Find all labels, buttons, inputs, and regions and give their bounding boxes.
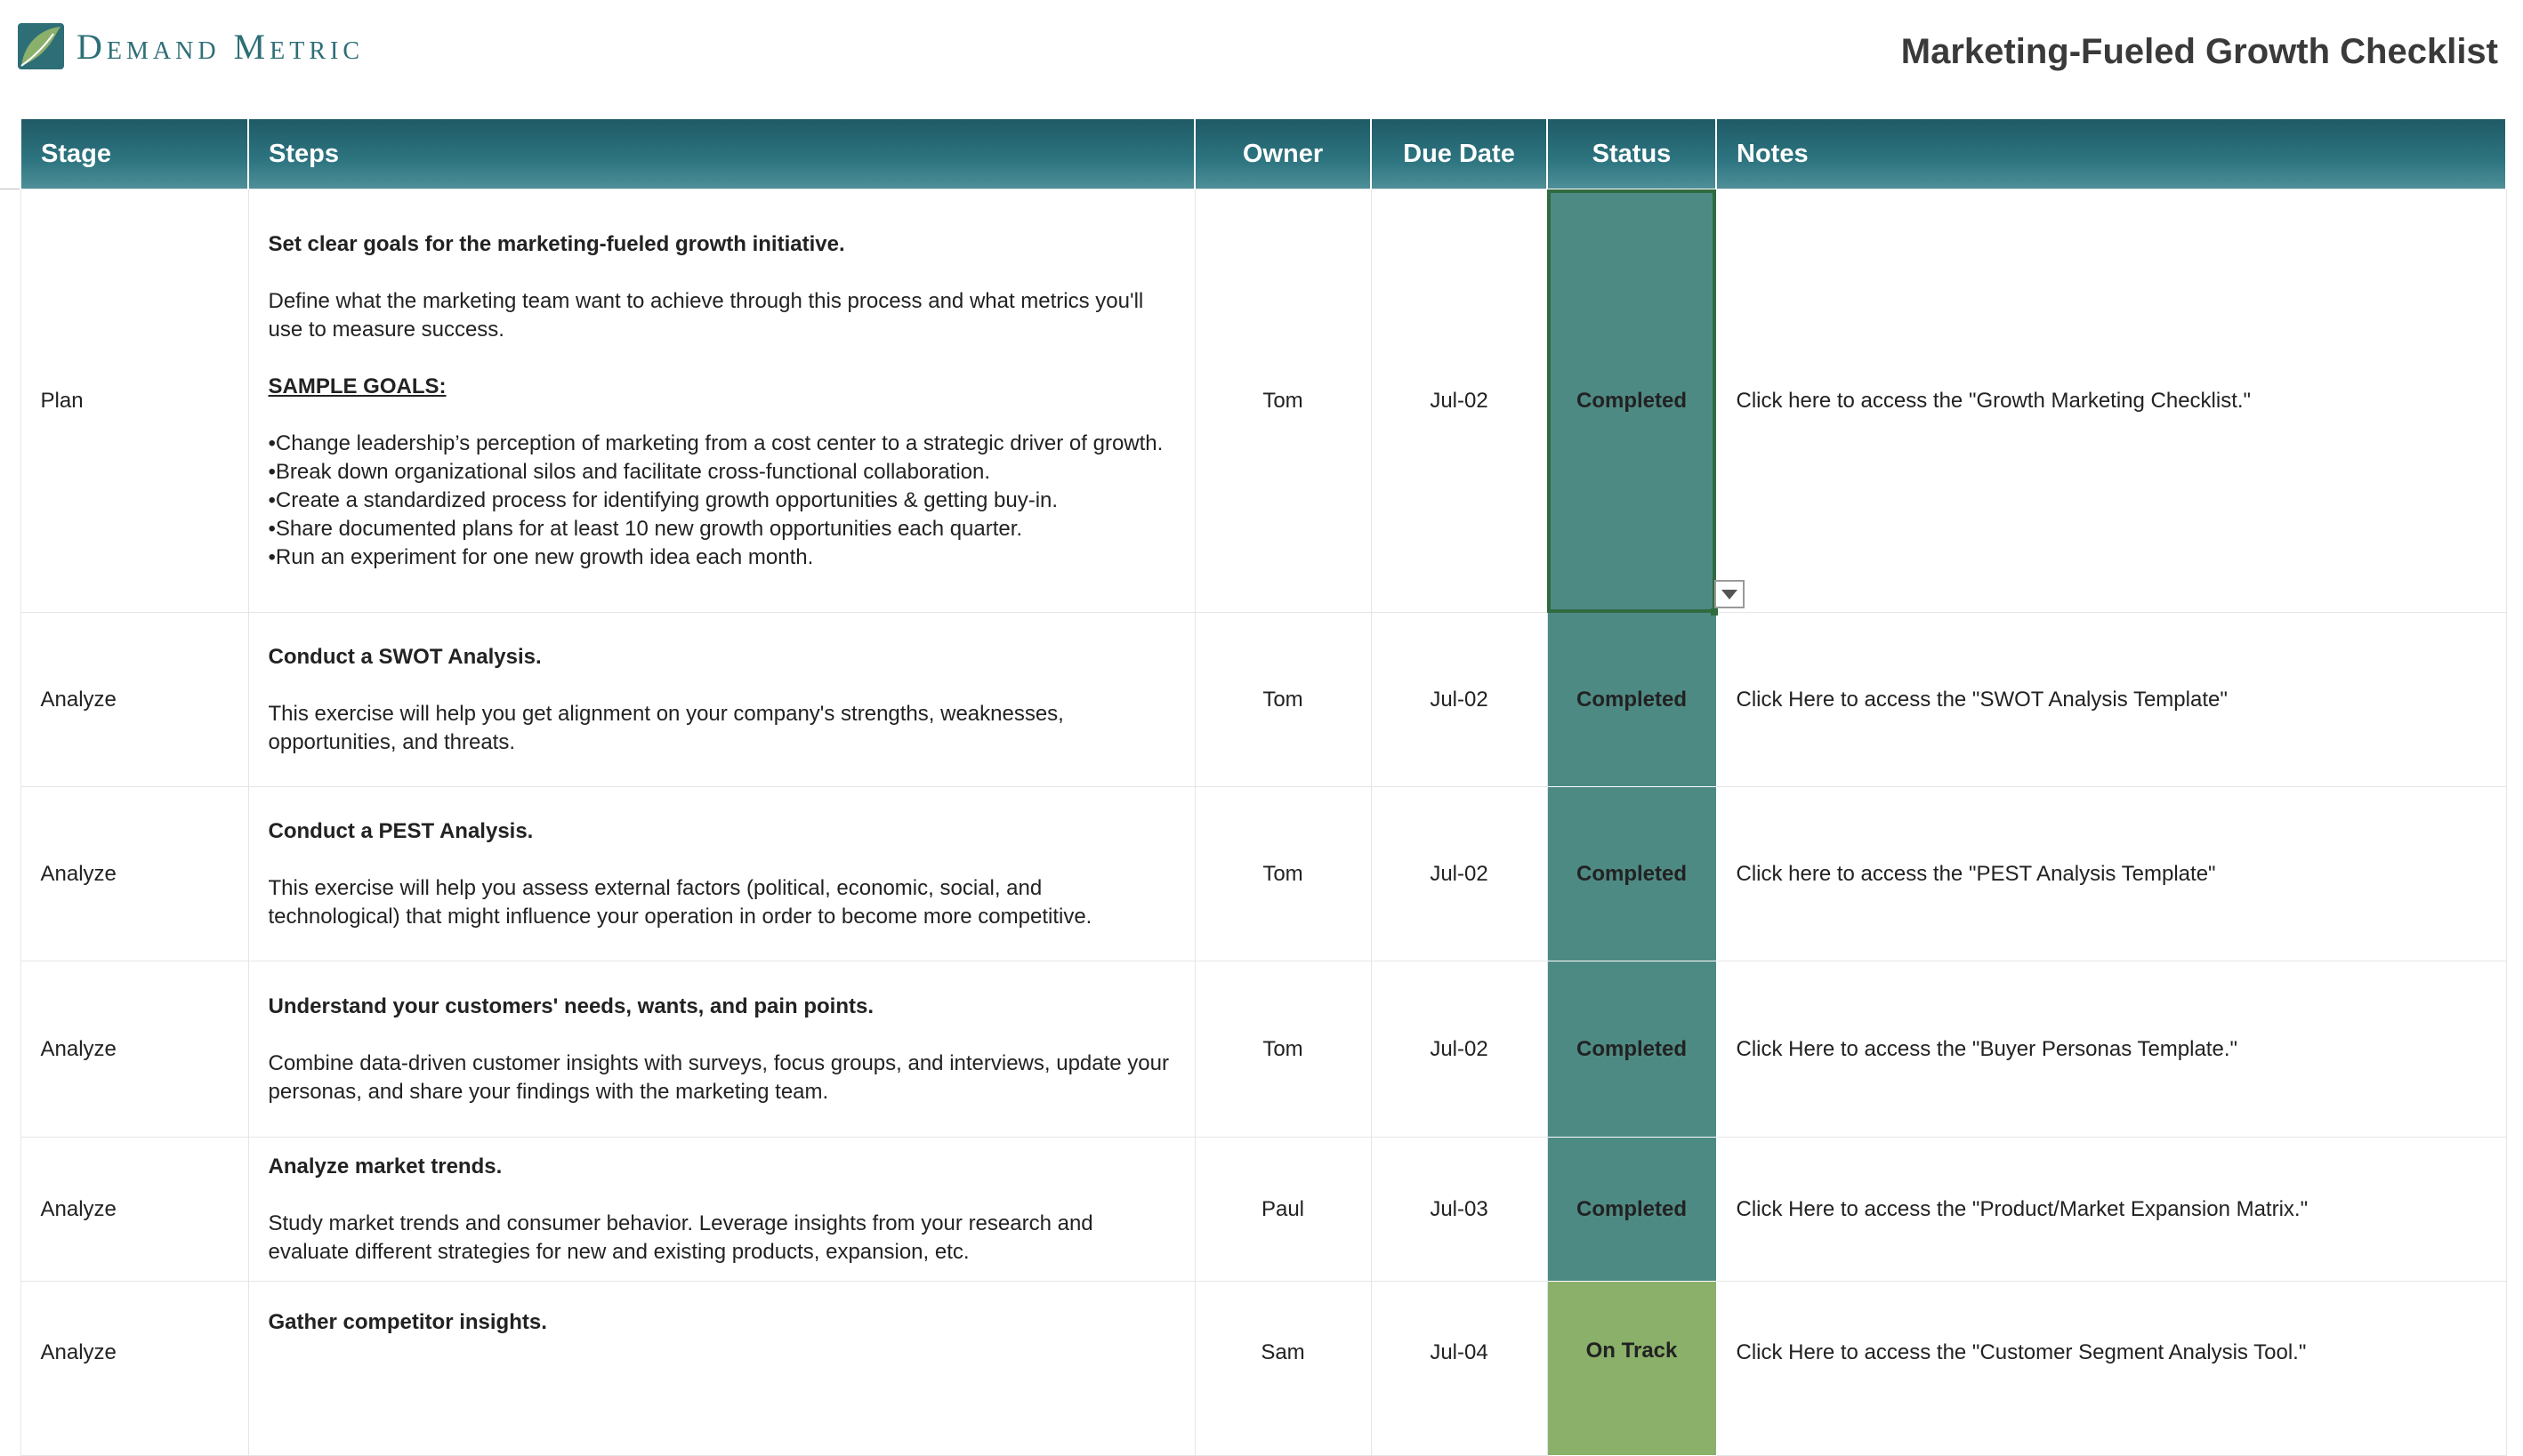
status-cell[interactable]: On Track — [1547, 1282, 1716, 1456]
owner-cell[interactable]: Sam — [1195, 1282, 1371, 1456]
steps-cell[interactable] — [248, 189, 1195, 613]
logo-wordmark: Demand Metric — [77, 26, 364, 67]
due-date-cell[interactable]: Jul-02 — [1371, 961, 1547, 1138]
status-cell[interactable]: Completed — [1547, 961, 1716, 1138]
stage-cell[interactable]: Analyze — [20, 1282, 248, 1456]
table-row — [20, 961, 2506, 1138]
leaf-logo-icon — [18, 23, 64, 69]
owner-cell[interactable]: Tom — [1195, 787, 1371, 961]
checklist-table — [20, 119, 2507, 1456]
column-header-notes[interactable]: Notes — [1716, 119, 2506, 189]
status-cell[interactable]: Completed — [1547, 613, 1716, 787]
column-header-owner[interactable]: Owner — [1195, 119, 1371, 189]
step-description: Study market trends and consumer behavior. Leverage insights from your research and evaluate different strategies for new and existing products, expansion, etc. — [268, 1211, 1093, 1264]
notes-link-cell[interactable]: Click Here to access the "SWOT Analysis Template" — [1716, 613, 2506, 787]
owner-cell[interactable]: Tom — [1195, 189, 1371, 613]
stage-cell[interactable]: Analyze — [20, 787, 248, 961]
sample-goals-heading: SAMPLE GOALS: — [268, 374, 447, 398]
step-title: Gather competitor insights. — [268, 1310, 547, 1334]
owner-cell[interactable]: Tom — [1195, 613, 1371, 787]
list-item: • Break down organizational silos and facilitate cross-functional collaboration. — [269, 458, 1175, 487]
due-date-cell[interactable]: Jul-02 — [1371, 613, 1547, 787]
cell-fill-handle[interactable] — [1711, 608, 1718, 615]
goals-list — [269, 430, 1175, 572]
status-cell[interactable]: Completed — [1547, 787, 1716, 961]
steps-cell[interactable] — [248, 1282, 1195, 1456]
stage-cell[interactable]: Plan — [20, 189, 248, 613]
column-header-steps[interactable]: Steps — [248, 119, 1195, 189]
table-row — [20, 189, 2506, 613]
status-cell[interactable]: Completed — [1547, 1138, 1716, 1282]
table-row — [20, 1282, 2506, 1456]
header-row — [20, 119, 2506, 189]
step-description: Combine data-driven customer insights with surveys, focus groups, and interviews, update your personas, and share your findings with the marketing team. — [268, 1050, 1169, 1104]
notes-link-cell[interactable]: Click here to access the "PEST Analysis Template" — [1716, 787, 2506, 961]
owner-cell[interactable]: Tom — [1195, 961, 1371, 1138]
stage-cell[interactable]: Analyze — [20, 613, 248, 787]
notes-link-cell[interactable]: Click here to access the "Growth Marketing Checklist." — [1716, 189, 2506, 613]
steps-cell[interactable] — [248, 787, 1195, 961]
due-date-cell[interactable]: Jul-04 — [1371, 1282, 1547, 1456]
column-header-status[interactable]: Status — [1547, 119, 1716, 189]
column-header-due-date[interactable]: Due Date — [1371, 119, 1547, 189]
demand-metric-logo — [18, 23, 364, 69]
steps-cell[interactable] — [248, 961, 1195, 1138]
notes-link-cell[interactable]: Click Here to access the "Customer Segment Analysis Tool." — [1716, 1282, 2506, 1456]
status-dropdown-button[interactable] — [1714, 580, 1745, 608]
list-item: • Create a standardized process for identifying growth opportunities & getting buy-in. — [269, 487, 1175, 515]
stage-cell[interactable]: Analyze — [20, 1138, 248, 1282]
page-title: Marketing-Fueled Growth Checklist — [1900, 32, 2498, 71]
step-title: Analyze market trends. — [268, 1154, 503, 1178]
due-date-cell[interactable]: Jul-02 — [1371, 189, 1547, 613]
table-row — [20, 787, 2506, 961]
notes-link-cell[interactable]: Click Here to access the "Buyer Personas Template." — [1716, 961, 2506, 1138]
list-item: • Share documented plans for at least 10 new growth opportunities each quarter. — [269, 515, 1175, 543]
step-title: Conduct a SWOT Analysis. — [268, 644, 542, 669]
steps-cell[interactable] — [248, 1138, 1195, 1282]
table-row — [20, 1138, 2506, 1282]
step-description: Define what the marketing team want to achieve through this process and what metrics you'll use to measure success. — [268, 288, 1144, 342]
step-description: This exercise will help you get alignment on your company's strengths, weaknesses, opportunities, and threats. — [268, 701, 1064, 754]
list-item: • Change leadership’s perception of marketing from a cost center to a strategic driver of growth. — [269, 430, 1175, 458]
step-title: Understand your customers' needs, wants, and pain points. — [268, 993, 874, 1018]
status-cell-selected[interactable]: Completed — [1547, 189, 1716, 613]
step-description: This exercise will help you assess external factors (political, economic, social, and technological) that might influence your operation in order to become more competitive. — [268, 875, 1092, 929]
chevron-down-icon — [1721, 590, 1737, 599]
step-title: Set clear goals for the marketing-fueled growth initiative. — [268, 231, 845, 256]
owner-cell[interactable]: Paul — [1195, 1138, 1371, 1282]
due-date-cell[interactable]: Jul-03 — [1371, 1138, 1547, 1282]
step-title: Conduct a PEST Analysis. — [268, 818, 534, 843]
due-date-cell[interactable]: Jul-02 — [1371, 787, 1547, 961]
steps-cell[interactable] — [248, 613, 1195, 787]
stage-cell[interactable]: Analyze — [20, 961, 248, 1138]
table-row — [20, 613, 2506, 787]
column-header-stage[interactable]: Stage — [20, 119, 248, 189]
list-item: • Run an experiment for one new growth idea each month. — [269, 543, 1175, 572]
notes-link-cell[interactable]: Click Here to access the "Product/Market Expansion Matrix." — [1716, 1138, 2506, 1282]
